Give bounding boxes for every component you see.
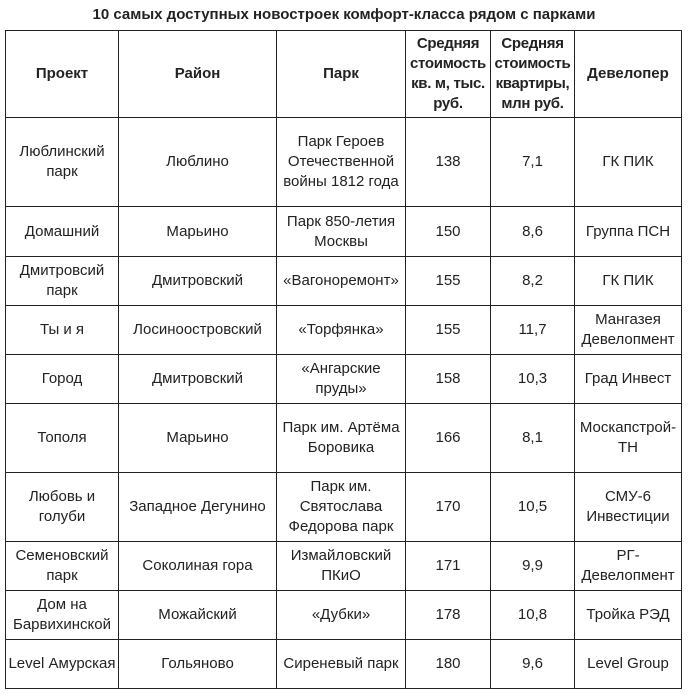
cell-price-apartment: 8,2 <box>491 257 575 306</box>
column-header-park: Парк <box>277 31 406 118</box>
cell-price-per-sqm: 150 <box>406 207 491 257</box>
cell-district: Дмитровский <box>119 355 277 404</box>
cell-park: Парк Героев Отечественной войны 1812 года <box>277 118 406 207</box>
cell-district: Соколиная гора <box>119 542 277 591</box>
cell-park: «Торфянка» <box>277 306 406 355</box>
cell-park: Сиреневый парк <box>277 640 406 689</box>
cell-developer: Мангазея Девелопмент <box>575 306 682 355</box>
cell-developer: Level Group <box>575 640 682 689</box>
header-row <box>6 31 682 118</box>
cell-district: Можайский <box>119 591 277 640</box>
cell-project: Тополя <box>6 404 119 473</box>
cell-project: Люблинский парк <box>6 118 119 207</box>
cell-district: Марьино <box>119 207 277 257</box>
column-header-price-per-sqm: Средняя стоимость кв. м, тыс. руб. <box>406 31 491 118</box>
cell-project: Level Амурская <box>6 640 119 689</box>
cell-project: Город <box>6 355 119 404</box>
cell-price-apartment: 7,1 <box>491 118 575 207</box>
table-row <box>6 591 682 640</box>
cell-developer: Группа ПСН <box>575 207 682 257</box>
cell-project: Дмитровсий парк <box>6 257 119 306</box>
cell-developer: Тройка РЭД <box>575 591 682 640</box>
cell-park: «Ангарские пруды» <box>277 355 406 404</box>
column-header-developer: Девелопер <box>575 31 682 118</box>
cell-price-per-sqm: 170 <box>406 473 491 542</box>
cell-price-apartment: 10,3 <box>491 355 575 404</box>
cell-price-per-sqm: 155 <box>406 257 491 306</box>
cell-park: «Дубки» <box>277 591 406 640</box>
data-table <box>5 30 682 689</box>
cell-price-apartment: 10,5 <box>491 473 575 542</box>
cell-park: Парк 850-летия Москвы <box>277 207 406 257</box>
column-header-district: Район <box>119 31 277 118</box>
cell-price-per-sqm: 166 <box>406 404 491 473</box>
cell-developer: СМУ-6 Инвестиции <box>575 473 682 542</box>
cell-project: Ты и я <box>6 306 119 355</box>
table-row <box>6 473 682 542</box>
column-header-project: Проект <box>6 31 119 118</box>
cell-district: Дмитровский <box>119 257 277 306</box>
cell-price-apartment: 9,9 <box>491 542 575 591</box>
cell-project: Дом на Барвихинской <box>6 591 119 640</box>
cell-price-apartment: 8,1 <box>491 404 575 473</box>
table-row <box>6 355 682 404</box>
cell-price-per-sqm: 180 <box>406 640 491 689</box>
cell-price-apartment: 9,6 <box>491 640 575 689</box>
cell-price-apartment: 8,6 <box>491 207 575 257</box>
table-row <box>6 207 682 257</box>
cell-developer: РГ-Девелопмент <box>575 542 682 591</box>
cell-price-per-sqm: 171 <box>406 542 491 591</box>
cell-project: Семеновский парк <box>6 542 119 591</box>
cell-price-apartment: 11,7 <box>491 306 575 355</box>
cell-developer: Москапстрой-ТН <box>575 404 682 473</box>
column-header-price-apartment: Средняя стоимость квартиры, млн руб. <box>491 31 575 118</box>
cell-project: Любовь и голуби <box>6 473 119 542</box>
table-row <box>6 640 682 689</box>
cell-park: Парк им. Святослава Федорова парк <box>277 473 406 542</box>
cell-price-per-sqm: 155 <box>406 306 491 355</box>
table-row <box>6 404 682 473</box>
cell-district: Гольяново <box>119 640 277 689</box>
cell-park: Парк им. Артёма Боровика <box>277 404 406 473</box>
cell-price-per-sqm: 158 <box>406 355 491 404</box>
cell-developer: ГК ПИК <box>575 257 682 306</box>
cell-project: Домашний <box>6 207 119 257</box>
cell-district: Лосиноостровский <box>119 306 277 355</box>
table-row <box>6 306 682 355</box>
cell-district: Западное Дегунино <box>119 473 277 542</box>
table-row <box>6 257 682 306</box>
cell-district: Люблино <box>119 118 277 207</box>
table-row <box>6 542 682 591</box>
table-row <box>6 118 682 207</box>
page-title: 10 самых доступных новостроек комфорт-класса рядом с парками <box>92 6 596 23</box>
cell-price-apartment: 10,8 <box>491 591 575 640</box>
cell-price-per-sqm: 178 <box>406 591 491 640</box>
cell-park: Измайловский ПКиО <box>277 542 406 591</box>
cell-price-per-sqm: 138 <box>406 118 491 207</box>
cell-park: «Вагоноремонт» <box>277 257 406 306</box>
cell-district: Марьино <box>119 404 277 473</box>
cell-developer: Град Инвест <box>575 355 682 404</box>
cell-developer: ГК ПИК <box>575 118 682 207</box>
